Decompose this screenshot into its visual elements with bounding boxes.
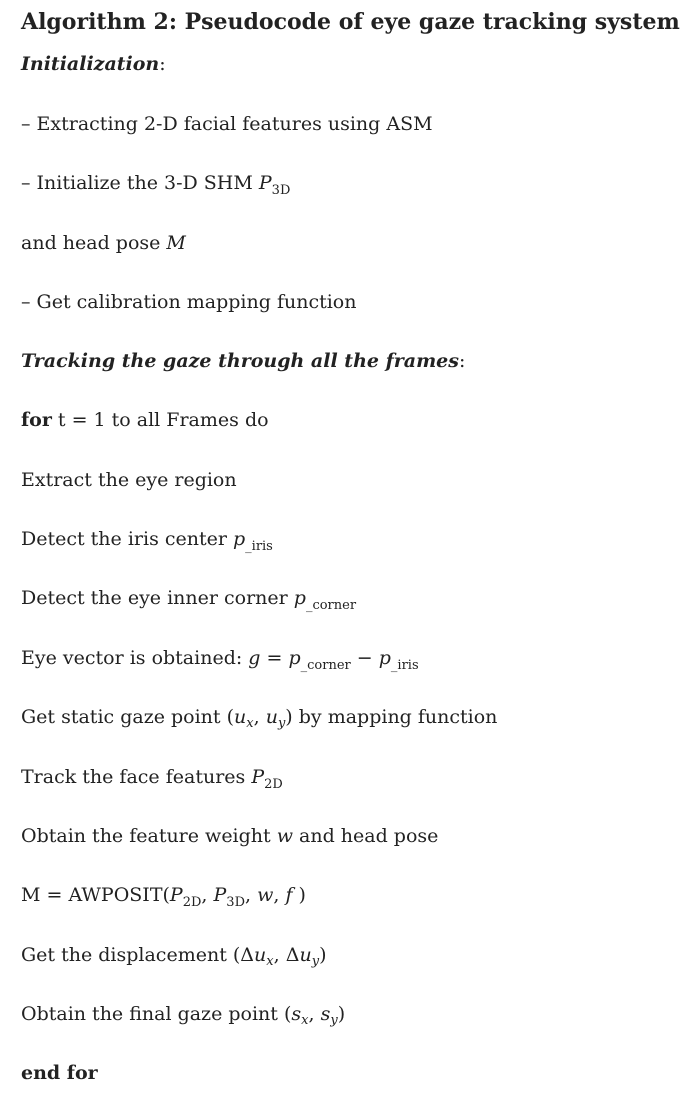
math-delta: Δ [240, 944, 255, 966]
math-w: w [257, 884, 274, 906]
step-init-shm-text: – Initialize the 3-D SHM [21, 172, 259, 194]
math-ux [254, 944, 274, 969]
step-awposit-text: M = AWPOSIT( [21, 884, 170, 906]
step-final-gaze-text: Obtain the final gaze point [21, 1003, 284, 1025]
math-sub-corner: _corner [305, 598, 357, 613]
math-close: ) [285, 706, 293, 728]
math-u: u [265, 706, 278, 728]
math-sx [291, 1003, 309, 1028]
colon: : [159, 53, 166, 75]
math-p3d [258, 172, 291, 198]
math-f: f [285, 884, 293, 906]
step-feature-weight-text-end: and head pose [292, 825, 439, 847]
math-open: ( [232, 944, 241, 966]
math-sub-y: y [330, 1013, 338, 1028]
math-sub-iris: _iris [245, 539, 273, 554]
math-p: p [232, 528, 246, 550]
colon: : [458, 350, 466, 372]
math-s: s [320, 1003, 331, 1025]
math-p-corner [293, 587, 357, 613]
for-keyword: for [21, 409, 52, 431]
end-for-keyword: end for [21, 1062, 98, 1084]
math-comma: , [308, 1003, 321, 1025]
tracking-heading [21, 348, 465, 374]
math-close: ) [319, 944, 327, 966]
math-sub-x: x [246, 716, 254, 731]
math-p2d [251, 766, 283, 792]
math-sub-x: x [266, 954, 274, 969]
step-detect-corner-text: Detect the eye inner corner [21, 587, 294, 609]
tracking-label: Tracking the gaze through all the frames [21, 350, 459, 372]
math-comma: , [201, 884, 214, 906]
math-delta: Δ [285, 944, 300, 966]
math-sub-y: y [311, 954, 320, 969]
math-M: M [166, 232, 186, 254]
math-uy [265, 706, 286, 731]
step-displacement-text: Get the displacement [21, 944, 233, 966]
algorithm-title: Algorithm 2: Pseudocode of eye gaze tracking system [21, 9, 680, 35]
math-p-corner [288, 647, 351, 673]
math-comma: , [273, 944, 286, 966]
for-loop-line [21, 407, 269, 433]
step-head-pose-text: and head pose [21, 232, 167, 254]
math-P: P [169, 884, 183, 906]
math-sub-2d: 2D [182, 895, 202, 910]
math-open: ( [283, 1003, 292, 1025]
math-sub-x: x [301, 1013, 309, 1028]
math-sub-2d: 2D [264, 777, 283, 792]
math-p: p [293, 587, 306, 609]
math-p: p [288, 647, 301, 669]
for-condition: t = 1 to all Frames do [51, 409, 269, 431]
math-sub-corner: _corner [300, 658, 351, 673]
math-sub-y: y [277, 716, 286, 731]
step-detect-iris [21, 526, 273, 555]
math-uy [299, 944, 320, 969]
math-u: u [299, 944, 312, 966]
math-close: ) [337, 1003, 346, 1025]
initialization-heading [21, 51, 166, 77]
math-comma: , [253, 706, 266, 728]
step-eye-vector [21, 645, 419, 674]
step-feature-weight-text: Obtain the feature weight [21, 825, 277, 847]
math-comma: , [273, 884, 286, 906]
math-ux [234, 706, 254, 731]
math-u: u [234, 706, 247, 728]
math-p-iris [378, 647, 419, 673]
math-comma: , [245, 884, 258, 906]
step-init-shm [21, 170, 290, 199]
math-sub-3d: 3D [226, 895, 245, 910]
initialization-label: Initialization [21, 53, 160, 75]
step-extract-eye: Extract the eye region [21, 469, 237, 491]
math-eq: = [260, 647, 289, 669]
step-calibration: – Get calibration mapping function [21, 291, 357, 313]
math-P: P [258, 172, 272, 194]
step-extract-features: – Extracting 2-D facial features using ASM [21, 113, 433, 135]
step-static-gaze-text: Get static gaze point [21, 706, 227, 728]
math-g: g [248, 647, 261, 669]
math-sy [320, 1003, 338, 1028]
math-sub-iris: _iris [390, 658, 419, 673]
step-static-gaze [21, 704, 497, 733]
step-final-gaze [21, 1001, 345, 1030]
math-w: w [276, 825, 293, 847]
step-eye-vector-text: Eye vector is obtained: [21, 647, 249, 669]
math-p2d [169, 884, 202, 910]
step-awposit-text-end: ) [292, 884, 306, 906]
math-sub-3d: 3D [271, 183, 291, 198]
math-minus: − [350, 647, 379, 669]
step-track-face-text: Track the face features [21, 766, 252, 788]
step-track-face [21, 764, 283, 793]
math-P: P [213, 884, 227, 906]
step-displacement [21, 942, 326, 971]
math-u: u [254, 944, 267, 966]
math-P: P [251, 766, 265, 788]
step-awposit [21, 882, 306, 911]
math-p-iris [232, 528, 273, 554]
step-static-gaze-text-end: by mapping function [292, 706, 498, 728]
step-detect-corner [21, 585, 356, 614]
step-detect-iris-text: Detect the iris center [21, 528, 233, 550]
math-p: p [378, 647, 391, 669]
step-head-pose [21, 230, 186, 256]
math-s: s [291, 1003, 302, 1025]
math-p3d [213, 884, 246, 910]
math-open: ( [226, 706, 234, 728]
step-feature-weight [21, 823, 438, 849]
